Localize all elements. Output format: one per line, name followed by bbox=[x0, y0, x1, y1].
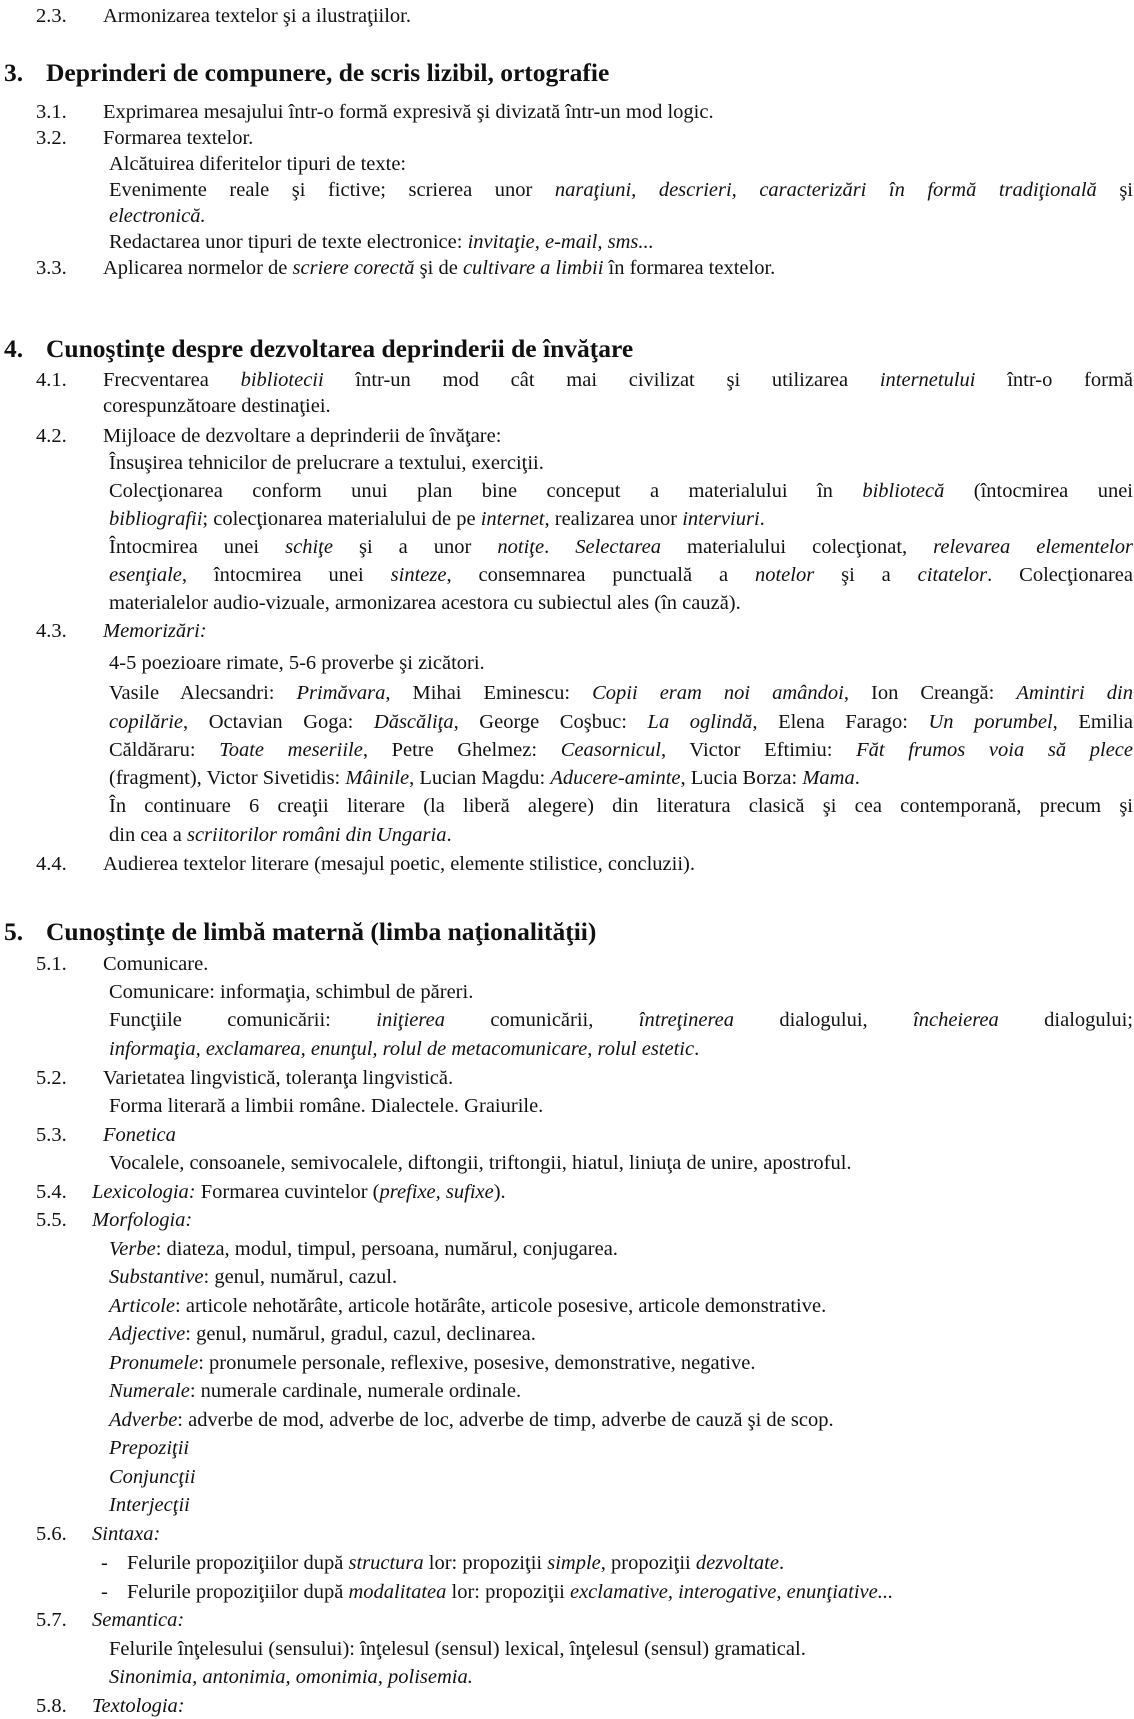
text-line: Funcţiile comunicării: iniţierea comunicării, întreţinerea dialogului, încheierea dialogului; bbox=[109, 1009, 1134, 1031]
item-text: Mijloace de dezvoltare a deprinderii de învăţare: bbox=[103, 425, 502, 447]
item-number: 4.4. bbox=[36, 853, 67, 875]
item-number: 3.1. bbox=[36, 101, 67, 123]
item-number: 3.3. bbox=[36, 257, 67, 279]
item-text: Frecventarea bibliotecii într-un mod cât mai civilizat şi utilizarea internetului într-o formă bbox=[103, 369, 1133, 391]
section-number: 4. bbox=[4, 334, 24, 363]
section-number: 5. bbox=[4, 917, 24, 946]
item-text: Exprimarea mesajului într-o formă expresivă şi divizată într-un mod logic. bbox=[103, 101, 714, 123]
item-text: Sintaxa: bbox=[92, 1523, 161, 1545]
item-text: Semantica: bbox=[92, 1609, 185, 1631]
text-content: Vocalele, consoanele, semivocalele, diftongii, triftongii, hiatul, liniuţa de unire, apostroful. bbox=[109, 1152, 852, 1174]
text-content: electronică. bbox=[109, 205, 206, 227]
item-number: 4.1. bbox=[36, 369, 67, 391]
text-line: Evenimente reale şi fictive; scrierea unor naraţiuni, descrieri, caracterizări în formă tradiţională şi bbox=[109, 179, 1133, 201]
text-line: Întocmirea unei schiţe şi a unor notiţe. Selectarea materialului colecţionat, relevarea elementelor bbox=[109, 536, 1133, 558]
item-number: 5.8. bbox=[36, 1695, 67, 1717]
item-number: 5.7. bbox=[36, 1609, 67, 1631]
text-content: Conjuncţii bbox=[109, 1466, 196, 1488]
item-text: Fonetica bbox=[103, 1124, 176, 1146]
text-content: Pronumele: pronumele personale, reflexive, posesive, demonstrative, negative. bbox=[109, 1352, 756, 1374]
item-number: 5.1. bbox=[36, 953, 67, 975]
item-number: 5.2. bbox=[36, 1067, 67, 1089]
text-content: Sinonimia, antonimia, omonimia, polisemia. bbox=[109, 1666, 473, 1688]
text-content: din cea a scriitorilor români din Ungaria. bbox=[109, 824, 452, 846]
text-content: Numerale: numerale cardinale, numerale ordinale. bbox=[109, 1380, 522, 1402]
item-text: Armonizarea textelor şi a ilustraţiilor. bbox=[103, 5, 411, 27]
text-content: Felurile înţelesului (sensului): înţelesul (sensul) lexical, înţelesul (sensul) gramatical. bbox=[109, 1638, 806, 1660]
text-content: Articole: articole nehotărâte, articole hotărâte, articole posesive, articole demonstrative. bbox=[109, 1295, 827, 1317]
text-content: informaţia, exclamarea, enunţul, rolul de metacomunicare, rolul estetic. bbox=[109, 1038, 700, 1060]
list-item-text: Felurile propoziţiilor după modalitatea lor: propoziţii exclamative, interogative, enunţiative... bbox=[127, 1581, 894, 1603]
text-content: materialelor audio-vizuale, armonizarea acestora cu subiectul ales (în cauză). bbox=[109, 592, 741, 614]
item-number: 5.5. bbox=[36, 1209, 67, 1231]
section-title: Cunoştinţe despre dezvoltarea deprinderii de învăţare bbox=[46, 334, 634, 363]
item-number: 2.3. bbox=[36, 5, 67, 27]
section-number: 3. bbox=[4, 58, 24, 87]
text-content: 4-5 poezioare rimate, 5-6 proverbe şi zicători. bbox=[109, 652, 485, 674]
item-text: Comunicare. bbox=[103, 953, 209, 975]
text-line: copilărie, Octavian Goga: Dăscăliţa, George Coşbuc: La oglindă, Elena Farago: Un porumbel, Emilia bbox=[109, 711, 1134, 733]
item-number: 5.4. bbox=[36, 1181, 67, 1203]
item-number: 4.3. bbox=[36, 620, 67, 642]
dash-bullet: - bbox=[101, 1581, 108, 1603]
text-line: Căldăraru: Toate meseriile, Petre Ghelmez: Ceasornicul, Victor Eftimiu: Făt frumos voia să plece bbox=[109, 739, 1133, 761]
item-number: 4.2. bbox=[36, 425, 67, 447]
text-content: Substantive: genul, numărul, cazul. bbox=[109, 1266, 398, 1288]
section-title: Cunoştinţe de limbă maternă (limba naţionalităţii) bbox=[46, 917, 597, 946]
list-item-text: Felurile propoziţiilor după structura lor: propoziţii simple, propoziţii dezvoltate. bbox=[127, 1552, 785, 1574]
text-line: În continuare 6 creaţii literare (la liberă alegere) din literatura clasică şi cea contemporană, precum şi bbox=[109, 795, 1133, 817]
text-content: Redactarea unor tipuri de texte electronice: invitaţie, e-mail, sms... bbox=[109, 231, 654, 253]
item-text: Aplicarea normelor de scriere corectă şi de cultivare a limbii în formarea textelor. bbox=[103, 257, 776, 279]
text-content: Alcătuirea diferitelor tipuri de texte: bbox=[109, 153, 407, 175]
item-text: Audierea textelor literare (mesajul poetic, elemente stilistice, concluzii). bbox=[103, 853, 695, 875]
dash-bullet: - bbox=[101, 1552, 108, 1574]
text-line: Colecţionarea conform unui plan bine conceput a materialului în bibliotecă (întocmirea unei bbox=[109, 480, 1133, 502]
text-content: Însuşirea tehnicilor de prelucrare a textului, exerciţii. bbox=[109, 452, 544, 474]
item-text: Lexicologia: Formarea cuvintelor (prefixe, sufixe). bbox=[92, 1181, 506, 1203]
text-content: Interjecţii bbox=[109, 1494, 190, 1516]
item-number: 5.6. bbox=[36, 1523, 67, 1545]
item-text: Morfologia: bbox=[92, 1209, 193, 1231]
text-content: (fragment), Victor Sivetidis: Mâinile, Lucian Magdu: Aducere-aminte, Lucia Borza: Mama. bbox=[109, 767, 860, 789]
text-content: Adjective: genul, numărul, gradul, cazul, declinarea. bbox=[109, 1323, 536, 1345]
text-content: bibliografii; colecţionarea materialului de pe internet, realizarea unor interviuri. bbox=[109, 508, 765, 530]
section-title: Deprinderi de compunere, de scris lizibil, ortografie bbox=[46, 58, 610, 87]
item-text: Textologia: bbox=[92, 1695, 185, 1717]
item-text: Varietatea lingvistică, toleranţa lingvistică. bbox=[103, 1067, 454, 1089]
text-content: Forma literară a limbii române. Dialectele. Graiurile. bbox=[109, 1095, 544, 1117]
text-line: Vasile Alecsandri: Primăvara, Mihai Eminescu: Copii eram noi amândoi, Ion Creangă: Amintiri din bbox=[109, 682, 1133, 704]
text-line: esenţiale, întocmirea unei sinteze, consemnarea punctuală a notelor şi a citatelor. Colecţionarea bbox=[109, 564, 1133, 586]
text-content: Adverbe: adverbe de mod, adverbe de loc, adverbe de timp, adverbe de cauză şi de scop. bbox=[109, 1409, 834, 1431]
text-content: Prepoziţii bbox=[109, 1437, 190, 1459]
text-content: Verbe: diateza, modul, timpul, persoana, numărul, conjugarea. bbox=[109, 1238, 618, 1260]
item-text: Formarea textelor. bbox=[103, 127, 254, 149]
item-number: 3.2. bbox=[36, 127, 67, 149]
text-content: corespunzătoare destinaţiei. bbox=[103, 395, 331, 417]
item-number: 5.3. bbox=[36, 1124, 67, 1146]
text-content: Comunicare: informaţia, schimbul de păreri. bbox=[109, 981, 474, 1003]
item-text: Memorizări: bbox=[103, 620, 207, 642]
